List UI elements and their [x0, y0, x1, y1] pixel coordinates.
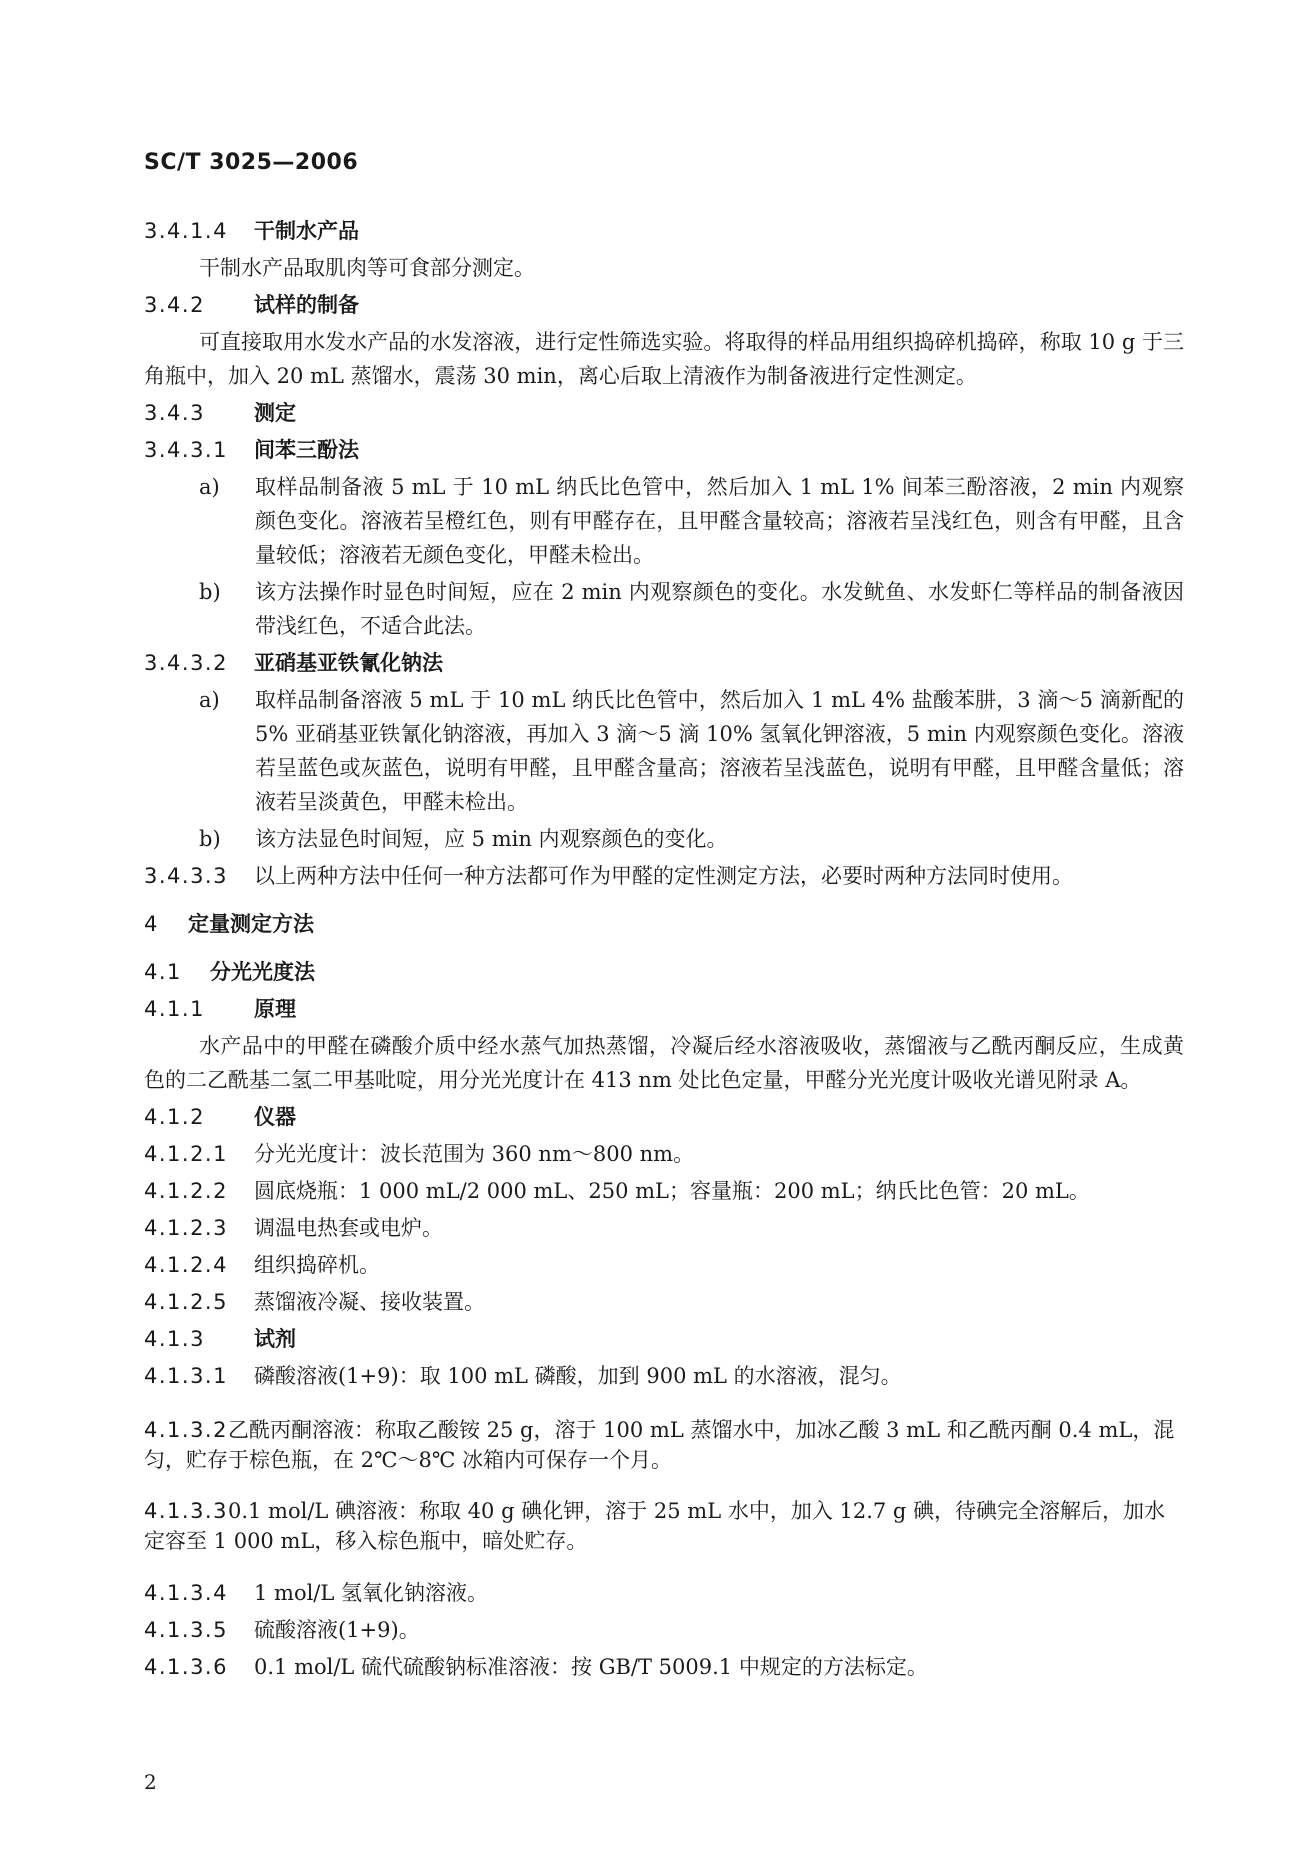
section-heading [144, 992, 1184, 1026]
item-text: 该方法操作时显色时间短，应在 2 min 内观察颜色的变化。水发鱿鱼、水发虾仁等样品的制备液因带浅红色，不适合此法。 [255, 580, 1184, 638]
clause-number: 3.4.3.3 [144, 864, 228, 888]
clause [144, 1359, 1184, 1393]
section-title: 仪器 [254, 1105, 296, 1129]
clause-number: 4.1.2.1 [144, 1142, 228, 1166]
page-number: 2 [144, 1770, 157, 1794]
section-number: 3.4.2 [144, 293, 205, 317]
clause [144, 859, 1184, 893]
paragraph: 水产品中的甲醛在磷酸介质中经水蒸气加热蒸馏，冷凝后经水溶液吸收，蒸馏液与乙酰丙酮反应，生成黄色的二乙酰基二氢二甲基吡啶，用分光光度计在 413 nm 处比色定量，甲醛分光光度计吸收光谱见附录 A。 [144, 1034, 1184, 1092]
clause-text: 0.1 mol/L 硫代硫酸钠标准溶液：按 GB/T 5009.1 中规定的方法标定。 [254, 1655, 928, 1679]
clause-number: 4.1.3.5 [144, 1618, 228, 1642]
section-title: 定量测定方法 [188, 912, 314, 936]
clause [144, 1285, 1184, 1319]
section-heading [144, 907, 1184, 941]
section-heading [144, 955, 1184, 989]
section-heading [144, 646, 1184, 680]
clause-text: 磷酸溶液(1+9)：取 100 mL 磷酸，加到 900 mL 的水溶液，混匀。 [254, 1364, 902, 1388]
item-text: 该方法显色时间短，应 5 min 内观察颜色的变化。 [255, 827, 728, 851]
clause-number: 4.1.2.2 [144, 1179, 228, 1203]
clause-text: 1 mol/L 氢氧化钠溶液。 [254, 1581, 489, 1605]
clause-number: 4.1.2.4 [144, 1253, 228, 1277]
section-title: 分光光度法 [210, 960, 315, 984]
paragraph: 可直接取用水发水产品的水发溶液，进行定性筛选实验。将取得的样品用组织捣碎机捣碎，称取 10 g 于三角瓶中，加入 20 mL 蒸馏水，震荡 30 min，离心后取上清液作为制备液进行定性测定。 [144, 330, 1184, 388]
clause-text: 蒸馏液冷凝、接收装置。 [254, 1290, 485, 1314]
section-heading [144, 288, 1184, 322]
item-label: a) [199, 688, 220, 712]
paragraph: 干制水产品取肌肉等可食部分测定。 [199, 256, 535, 280]
clause-number: 4.1.3.4 [144, 1581, 228, 1605]
section-title: 间苯三酚法 [254, 438, 359, 462]
section-title: 亚硝基亚铁氰化钠法 [254, 651, 443, 675]
section-number: 3.4.3.1 [144, 438, 228, 462]
clause-text: 组织捣碎机。 [254, 1253, 380, 1277]
section-title: 原理 [254, 997, 296, 1021]
section-heading [144, 214, 1184, 248]
clause-text: 乙酰丙酮溶液：称取乙酸铵 25 g，溶于 100 mL 蒸馏水中，加冰乙酸 3 mL 和乙酰丙酮 0.4 mL，混匀，贮存于棕色瓶，在 2℃～8℃ 冰箱内可保存一个月。 [144, 1418, 1175, 1472]
document-body [144, 214, 1184, 1687]
section-heading [144, 396, 1184, 430]
clause-number: 4.1.3.3 [144, 1499, 228, 1523]
section-number: 3.4.3 [144, 401, 205, 425]
clause-text: 调温电热套或电炉。 [254, 1216, 443, 1240]
clause-number: 4.1.3.6 [144, 1655, 228, 1679]
section-title: 试剂 [254, 1327, 296, 1351]
clause-text: 0.1 mol/L 碘溶液：称取 40 g 碘化钾，溶于 25 mL 水中，加入 12.7 g 碘，待碘完全溶解后，加水定容至 1 000 mL，移入棕色瓶中，暗处贮存。 [144, 1499, 1166, 1553]
clause-number: 4.1.2.3 [144, 1216, 228, 1240]
section-heading [144, 433, 1184, 467]
section-number: 3.4.1.4 [144, 219, 228, 243]
section-number: 4.1 [144, 960, 182, 984]
item-label: b) [199, 827, 221, 851]
list-item [144, 683, 1184, 819]
list-item [144, 470, 1184, 572]
section-number: 4 [144, 912, 159, 936]
section-number: 3.4.3.2 [144, 651, 228, 675]
clause-text: 硫酸溶液(1+9)。 [254, 1618, 420, 1642]
clause [144, 1495, 1184, 1555]
section-number: 4.1.2 [144, 1105, 205, 1129]
clause-number: 4.1.3.2 [144, 1418, 228, 1442]
item-text: 取样品制备液 5 mL 于 10 mL 纳氏比色管中，然后加入 1 mL 1% 间苯三酚溶液，2 min 内观察颜色变化。溶液若呈橙红色，则有甲醛存在，且甲醛含量较高；溶液若呈浅红色，则含有甲醛，且含量较低；溶液若无颜色变化，甲醛未检出。 [255, 475, 1184, 567]
item-text: 取样品制备溶液 5 mL 于 10 mL 纳氏比色管中，然后加入 1 mL 4% 盐酸苯肼，3 滴～5 滴新配的 5% 亚硝基亚铁氰化钠溶液，再加入 3 滴～5 滴 10% 氢氧化钾溶液，5 min 内观察颜色变化。溶液若呈蓝色或灰蓝色，说明有甲醛，且甲醛含量高；溶液若呈浅蓝色，说明有甲醛，且甲醛含量低；溶液若呈淡黄色，甲醛未检出。 [255, 688, 1184, 814]
item-label: b) [199, 580, 221, 604]
document-id: SC/T 3025—2006 [144, 150, 359, 175]
clause [144, 1211, 1184, 1245]
section-number: 4.1.1 [144, 997, 205, 1021]
clause [144, 1248, 1184, 1282]
item-label: a) [199, 475, 220, 499]
section-title: 测定 [254, 401, 296, 425]
clause-number: 4.1.3.1 [144, 1364, 228, 1388]
clause [144, 1650, 1184, 1684]
clause [144, 1174, 1184, 1208]
clause-text: 圆底烧瓶：1 000 mL/2 000 mL、250 mL；容量瓶：200 mL；纳氏比色管：20 mL。 [254, 1179, 1090, 1203]
clause [144, 1613, 1184, 1647]
section-heading [144, 1100, 1184, 1134]
section-number: 4.1.3 [144, 1327, 205, 1351]
list-item [144, 822, 1184, 856]
clause [144, 1414, 1184, 1474]
section-title: 试样的制备 [254, 293, 359, 317]
clause-text: 以上两种方法中任何一种方法都可作为甲醛的定性测定方法，必要时两种方法同时使用。 [254, 864, 1073, 888]
section-title: 干制水产品 [254, 219, 359, 243]
clause-text: 分光光度计：波长范围为 360 nm～800 nm。 [254, 1142, 695, 1166]
clause-number: 4.1.2.5 [144, 1290, 228, 1314]
clause [144, 1576, 1184, 1610]
section-heading [144, 1322, 1184, 1356]
clause [144, 1137, 1184, 1171]
list-item [144, 575, 1184, 643]
